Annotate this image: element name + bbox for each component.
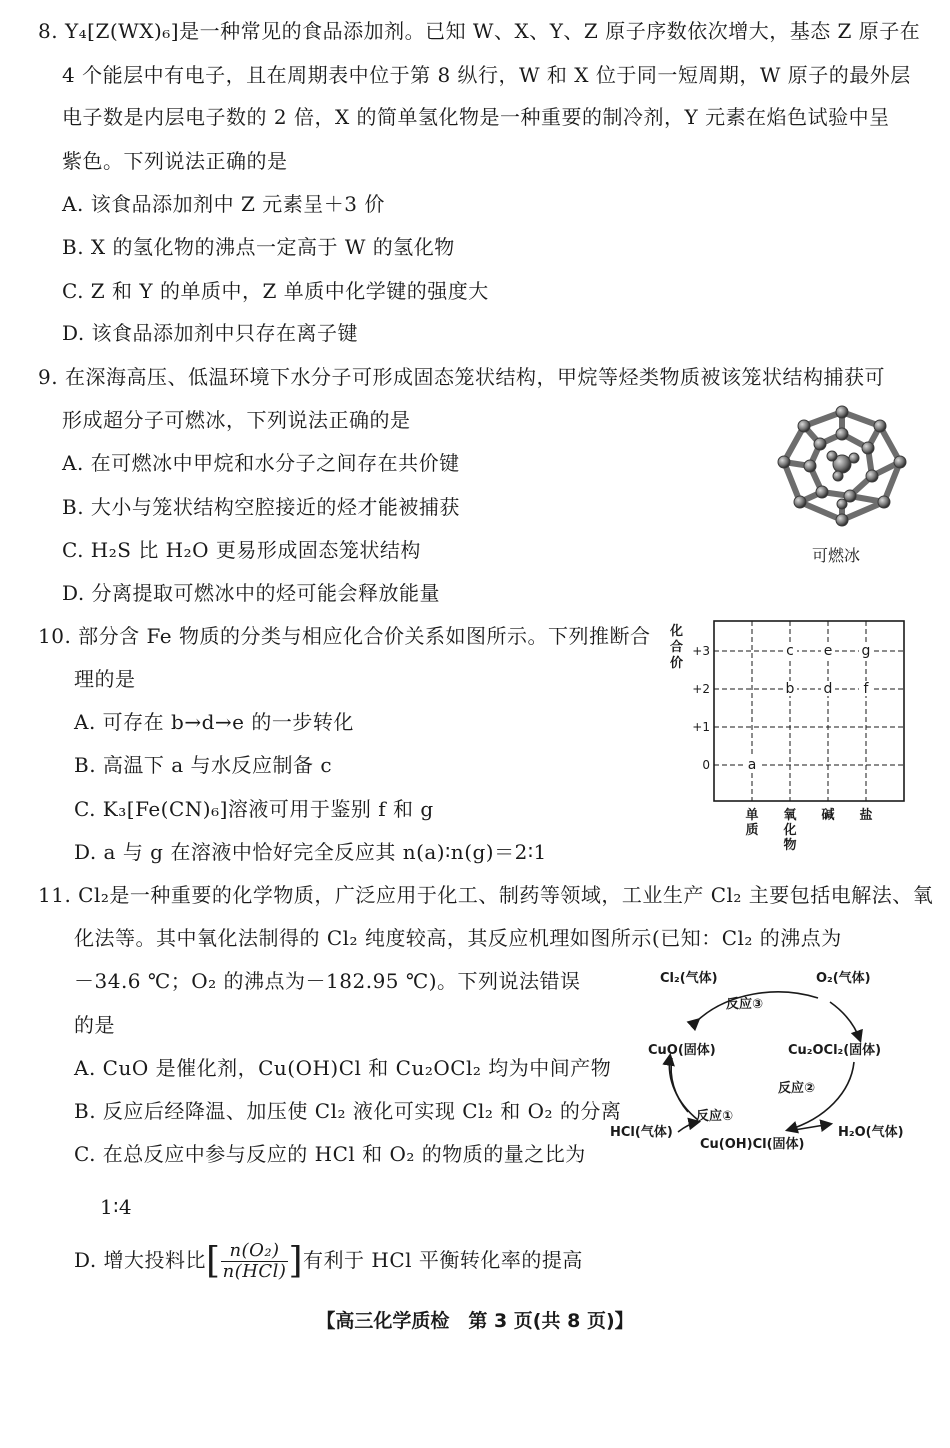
q8-option-b: B. X 的氢化物的沸点一定高于 W 的氢化物 — [62, 235, 455, 259]
q11-stem-line3: －34.6 ℃；O₂ 的沸点为－182.95 ℃)。下列说法错误 — [74, 969, 581, 993]
label-hcl-gas: HCl(气体) — [610, 1125, 673, 1140]
arc-cuo-down — [671, 1058, 688, 1112]
q11-option-a: A. CuO 是催化剂，Cu(OH)Cl 和 Cu₂OCl₂ 均为中间产物 — [74, 1056, 612, 1080]
fraction-denominator: n(HCl) — [222, 1261, 287, 1282]
cl2-oxidation-cycle-diagram — [608, 962, 918, 1162]
q9-stem-line2: 形成超分子可燃冰，下列说法正确的是 — [62, 408, 411, 432]
point-a: a — [747, 757, 757, 773]
combustible-ice-cage-figure — [772, 404, 912, 529]
y-axis-label-char-2: 合 — [670, 640, 684, 655]
arrow-hcl-in — [678, 1122, 698, 1132]
label-h2o-gas: H₂O(气体) — [838, 1125, 904, 1140]
fe-valence-chart — [664, 615, 914, 860]
y-tick-plus3: +3 — [692, 644, 710, 658]
y-axis-label-char-1: 化 — [670, 624, 684, 639]
q10-option-b: B. 高温下 a 与水反应制备 c — [74, 753, 333, 777]
label-reaction1: 反应① — [696, 1109, 734, 1124]
q10-stem-line1: 10. 部分含 Fe 物质的分类与相应化合价关系如图所示。下列推断合 — [38, 624, 651, 648]
q11-option-d-suffix: 有利于 HCl 平衡转化率的提高 — [303, 1248, 583, 1272]
x-tick-element-char-2: 质 — [745, 823, 759, 838]
q10-option-c: C. K₃[Fe(CN)₆]溶液可用于鉴别 f 和 g — [74, 797, 434, 821]
x-tick-oxide-char-3: 物 — [783, 838, 797, 853]
fraction-numerator: n(O₂) — [221, 1241, 289, 1262]
point-e: e — [823, 643, 833, 659]
arc-reaction2 — [788, 1062, 854, 1130]
x-tick-salt: 盐 — [859, 808, 873, 823]
y-tick-plus1: +1 — [692, 720, 710, 734]
q9-option-b: B. 大小与笼状结构空腔接近的烃才能被捕获 — [62, 495, 460, 519]
y-axis-label-char-3: 价 — [670, 656, 684, 671]
q8-stem-line4: 紫色。下列说法正确的是 — [62, 149, 288, 173]
q8-stem-line2: 4 个能层中有电子，且在周期表中位于第 8 纵行，W 和 X 位于同一短周期，W 原子的最外层 — [62, 63, 911, 87]
q11-stem-line1: 11. Cl₂是一种重要的化学物质，广泛应用于化工、制药等领域，工业生产 Cl₂ 主要包括电解法、氧 — [38, 883, 934, 907]
combustible-ice-caption: 可燃冰 — [812, 546, 861, 565]
q11-ratio-fraction — [221, 1241, 289, 1282]
point-c: c — [786, 643, 794, 659]
q9-option-d: D. 分离提取可燃冰中的烃可能会释放能量 — [62, 581, 441, 605]
q8-stem-line1: 8. Y₄[Z(WX)₆]是一种常见的食品添加剂。已知 W、X、Y、Z 原子序数依次增大，基态 Z 原子在 — [38, 19, 921, 43]
point-f: f — [863, 681, 869, 697]
label-reaction2: 反应② — [778, 1081, 816, 1096]
label-cuohcl-solid: Cu(OH)Cl(固体) — [700, 1137, 805, 1152]
q8-stem-line3: 电子数是内层电子数的 2 倍，X 的简单氢化物是一种重要的制冷剂，Y 元素在焰色试验中呈 — [62, 105, 890, 129]
q11-option-b: B. 反应后经降温、加压使 Cl₂ 液化可实现 Cl₂ 和 O₂ 的分离 — [74, 1099, 622, 1123]
x-tick-element-char-1: 单 — [745, 808, 759, 823]
arrow-h2o-out — [794, 1124, 830, 1130]
label-reaction3: 反应③ — [726, 997, 764, 1012]
x-tick-base: 碱 — [821, 808, 835, 823]
q10-stem-line2: 理的是 — [74, 667, 136, 691]
q10-option-d: D. a 与 g 在溶液中恰好完全反应其 n(a)∶n(g)＝2∶1 — [74, 840, 547, 864]
q11-option-d: D. 增大投料比[ $\frac{\text{n(O₂)}}{\text{n(HCl)}}$ ]有利于 HCl 平衡转化率的提高 — [74, 1240, 583, 1282]
x-tick-oxide-char-1: 氧 — [783, 808, 797, 823]
label-o2-gas: O₂(气体) — [816, 971, 871, 986]
x-tick-oxide-char-2: 化 — [783, 823, 797, 838]
q8-option-c: C. Z 和 Y 的单质中，Z 单质中化学键的强度大 — [62, 279, 489, 303]
q9-option-c: C. H₂S 比 H₂O 更易形成固态笼状结构 — [62, 538, 421, 562]
q10-option-a: A. 可存在 b→d→e 的一步转化 — [74, 710, 354, 734]
q9-stem-line1: 9. 在深海高压、低温环境下水分子可形成固态笼状结构，甲烷等烃类物质被该笼状结构捕获可 — [38, 365, 885, 389]
q11-option-c-line2: 1∶4 — [100, 1195, 133, 1219]
q11-stem-line4: 的是 — [74, 1013, 115, 1037]
point-d: d — [823, 681, 833, 697]
page-footer: 【高三化学质检 第 3 页(共 8 页)】 — [316, 1310, 634, 1332]
label-cu2ocl2-solid: Cu₂OCl₂(固体) — [788, 1043, 882, 1058]
y-tick-plus2: +2 — [692, 682, 710, 696]
q8-option-d: D. 该食品添加剂中只存在离子键 — [62, 321, 359, 345]
label-cuo-solid: CuO(固体) — [648, 1043, 716, 1058]
point-g: g — [861, 643, 871, 659]
y-axis-label — [669, 623, 683, 671]
arc-to-cu2ocl2 — [830, 1002, 860, 1040]
q11-stem-line2: 化法等。其中氧化法制得的 Cl₂ 纯度较高，其反应机理如图所示(已知：Cl₂ 的沸点为 — [74, 926, 842, 950]
q9-option-a: A. 在可燃冰中甲烷和水分子之间存在共价键 — [62, 451, 460, 475]
point-b: b — [785, 681, 795, 697]
q11-option-d-prefix: D. 增大投料比 — [74, 1248, 207, 1272]
y-tick-zero: 0 — [702, 758, 710, 772]
q8-option-a: A. 该食品添加剂中 Z 元素呈＋3 价 — [62, 192, 385, 216]
chart-frame — [714, 621, 904, 801]
label-cl2-gas: Cl₂(气体) — [660, 971, 718, 986]
q11-option-c-line1: C. 在总反应中参与反应的 HCl 和 O₂ 的物质的量之比为 — [74, 1142, 586, 1166]
